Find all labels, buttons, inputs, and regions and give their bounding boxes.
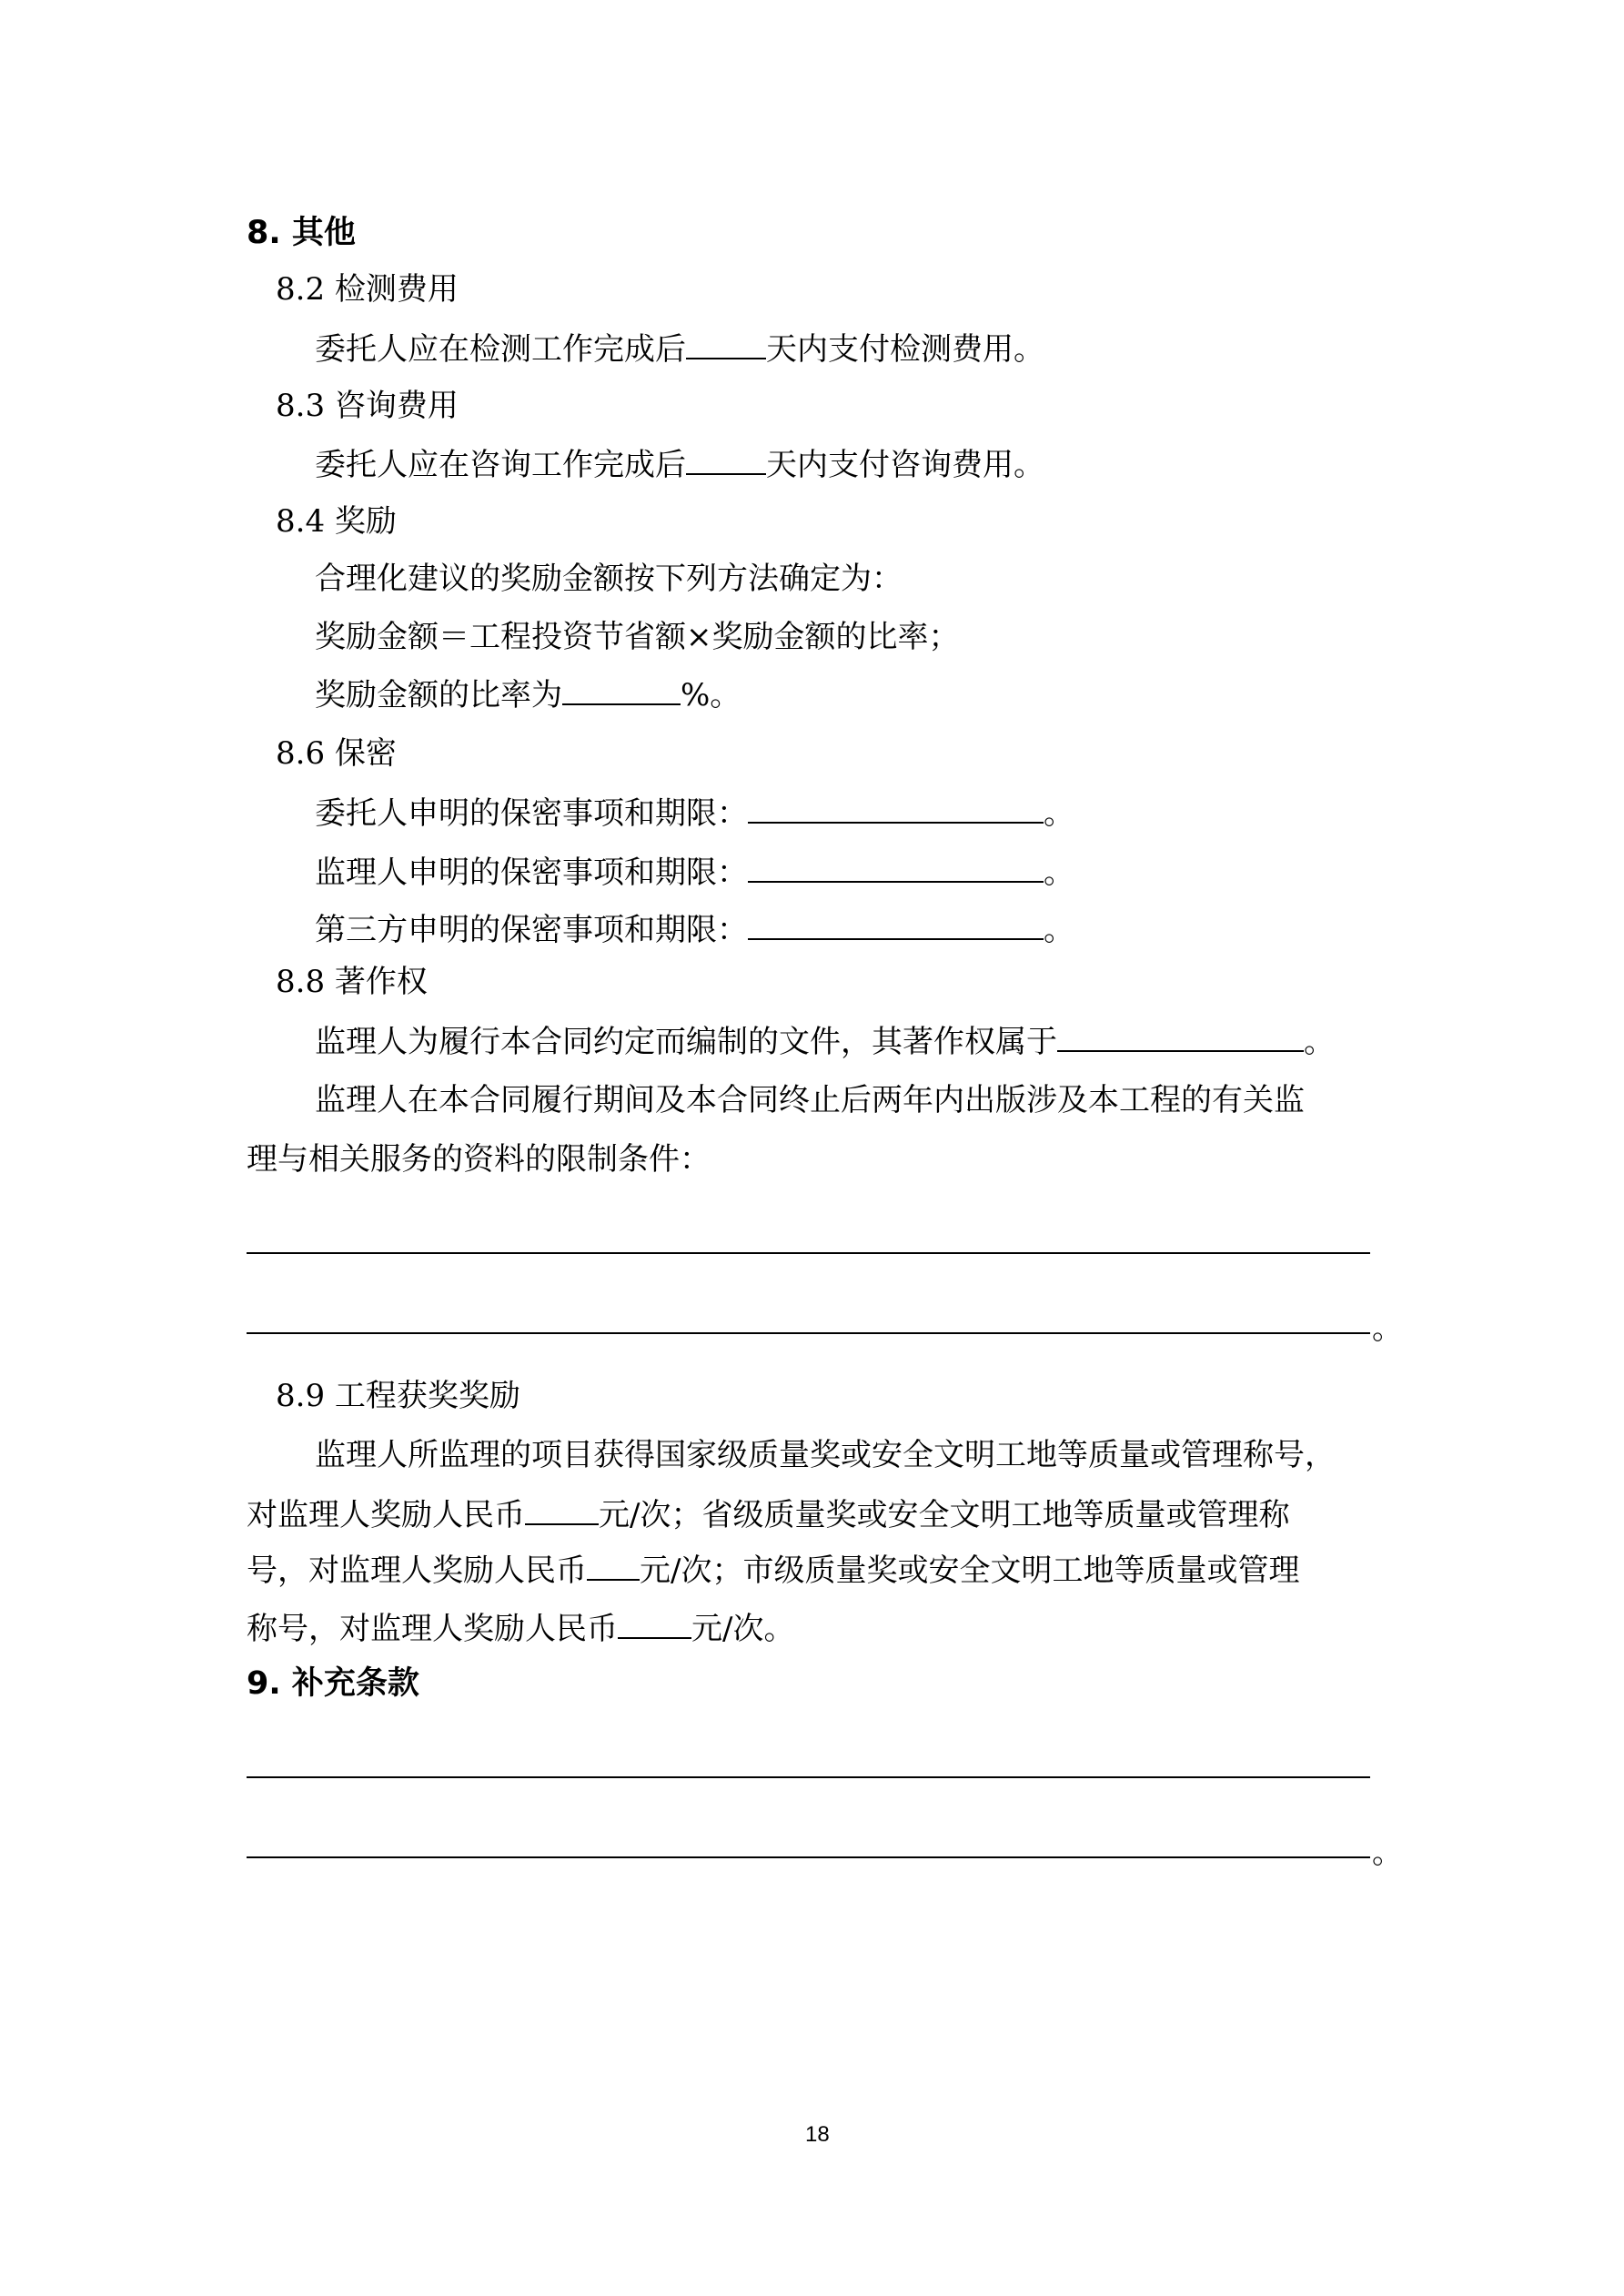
text: 监理人为履行本合同约定而编制的文件，其著作权属于 [315,1024,1057,1060]
fill-blank-amount[interactable] [587,1552,640,1581]
fill-blank-days[interactable] [686,446,766,475]
text: 委托人应在检测工作完成后 [315,331,686,368]
section-8-9-line2 [247,1496,1289,1532]
section-8-4-rate [315,676,741,713]
section-8-6-heading: 8.6 保密 [276,735,397,772]
period: 。 [1372,1835,1403,1871]
fill-blank-confidential[interactable] [748,794,1044,824]
section-9-heading: 9. 补充条款 [247,1665,419,1702]
text: 。 [1044,795,1074,832]
fill-blank-days[interactable] [686,330,766,359]
text: 委托人应在咨询工作完成后 [315,447,686,483]
fill-line[interactable] [247,1776,1370,1778]
section-8-6-line3 [315,911,1074,947]
text: 第三方申明的保密事项和期限： [315,912,748,948]
text: 元/次；市级质量奖或安全文明工地等质量或管理 [640,1553,1300,1589]
text: 。 [1304,1024,1335,1060]
section-8-8-line3: 理与相关服务的资料的限制条件： [247,1141,711,1178]
section-8-2-heading: 8.2 检测费用 [276,271,459,308]
fill-blank-rate[interactable] [562,676,681,705]
text: 元/次。 [691,1611,795,1647]
section-8-4-heading: 8.4 奖励 [276,503,397,540]
section-8-4-formula: 奖励金额＝工程投资节省额×奖励金额的比率； [315,619,960,655]
section-8-3-text [315,446,1044,482]
section-8-9-heading: 8.9 工程获奖奖励 [276,1378,520,1414]
section-8-2-text [315,330,1044,367]
text: 监理人申明的保密事项和期限： [315,855,748,891]
text: 奖励金额的比率为 [315,677,562,713]
text: 对监理人奖励人民币 [247,1497,525,1533]
section-8-8-line2: 监理人在本合同履行期间及本合同终止后两年内出版涉及本工程的有关监 [315,1082,1305,1118]
text: 元/次；省级质量奖或安全文明工地等质量或管理称 [599,1497,1290,1533]
fill-blank-amount[interactable] [525,1496,599,1525]
section-8-8-heading: 8.8 著作权 [276,964,428,1000]
fill-line[interactable] [247,1252,1370,1254]
fill-blank-copyright[interactable] [1057,1023,1304,1052]
text: 称号，对监理人奖励人民币 [247,1611,618,1647]
section-8-4-text: 合理化建议的奖励金额按下列方法确定为： [315,561,903,597]
text: 天内支付咨询费用。 [766,447,1044,483]
fill-line[interactable] [247,1856,1370,1858]
text: 。 [1044,855,1074,891]
text: 。 [1044,912,1074,948]
fill-blank-confidential[interactable] [748,854,1044,883]
text: %。 [681,677,741,713]
fill-blank-confidential[interactable] [748,911,1044,940]
section-8-heading: 8. 其他 [247,215,356,251]
text: 委托人申明的保密事项和期限： [315,795,748,832]
text: 号，对监理人奖励人民币 [247,1553,587,1589]
period: 。 [1372,1310,1403,1347]
section-8-6-line1 [315,794,1074,831]
section-8-9-line1: 监理人所监理的项目获得国家级质量奖或安全文明工地等质量或管理称号， [315,1437,1336,1473]
section-8-8-line1 [315,1023,1335,1059]
section-8-9-line4 [247,1610,794,1646]
section-8-6-line2 [315,854,1074,890]
section-8-3-heading: 8.3 咨询费用 [276,388,459,424]
page-number: 18 [805,2122,830,2147]
text: 天内支付检测费用。 [766,331,1044,368]
fill-line[interactable] [247,1332,1370,1334]
section-8-9-line3 [247,1552,1299,1588]
fill-blank-amount[interactable] [618,1610,691,1639]
